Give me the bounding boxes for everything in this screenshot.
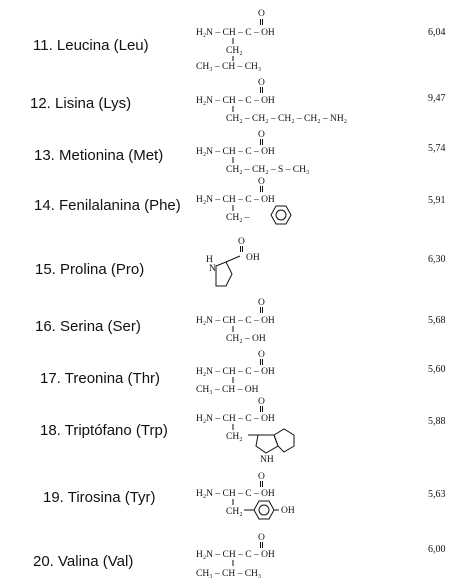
row-leucina <box>0 0 468 72</box>
svg-text:H: H <box>206 255 213 265</box>
value-fenilalanina: 5,91 <box>428 195 446 206</box>
svg-text:O: O <box>258 533 265 543</box>
row-metionina <box>0 130 468 176</box>
label-fenilalanina: 14. Fenilalanina (Phe) <box>34 197 181 214</box>
formula-metionina <box>196 130 376 176</box>
label-treonina: 17. Treonina (Thr) <box>40 370 161 387</box>
label-prolina: 15. Prolina (Pro) <box>35 261 145 278</box>
label-leucina: 11. Leucina (Leu) <box>33 37 149 54</box>
svg-text:H₂N – CH – C – OH: H₂N – CH – C – OH <box>196 414 275 424</box>
tyrosine-ring <box>254 501 274 519</box>
svg-text:CH₃ – CH – CH₃: CH₃ – CH – CH₃ <box>196 62 262 72</box>
formula-valina <box>196 530 376 584</box>
svg-text:O: O <box>258 177 265 187</box>
value-leucina: 6,04 <box>428 27 446 38</box>
pyrrolidine-ring <box>216 262 232 286</box>
svg-text:O: O <box>258 397 265 407</box>
svg-text:O: O <box>258 298 265 308</box>
row-tirosina <box>0 472 468 530</box>
value-valina: 6,00 <box>428 544 446 555</box>
svg-text:H₂N – CH – C – OH: H₂N – CH – C – OH <box>196 489 275 499</box>
svg-text:CH₂ – CH₂ – CH₂ – CH₂ – NH₂: CH₂ – CH₂ – CH₂ – CH₂ – NH₂ <box>226 114 348 124</box>
value-tirosina: 5,63 <box>428 489 446 500</box>
svg-text:OH: OH <box>246 253 260 263</box>
indole-benzene-ring <box>274 429 294 452</box>
svg-text:CH₃ – CH – CH₃: CH₃ – CH – CH₃ <box>196 569 262 579</box>
label-lisina: 12. Lisina (Lys) <box>30 95 132 112</box>
svg-text:H₂N – CH – C – OH: H₂N – CH – C – OH <box>196 195 275 205</box>
svg-text:CH₃ – CH – OH: CH₃ – CH – OH <box>196 385 259 395</box>
row-treonina <box>0 350 468 402</box>
svg-text:O: O <box>258 78 265 88</box>
svg-text:O: O <box>258 472 265 482</box>
svg-text:H₂N – CH – C – OH: H₂N – CH – C – OH <box>196 147 275 157</box>
formula-leucina <box>196 0 376 72</box>
value-prolina: 6,30 <box>428 254 446 265</box>
svg-text:CH₂: CH₂ <box>226 46 243 56</box>
svg-text:H₂N – CH – C – OH: H₂N – CH – C – OH <box>196 550 275 560</box>
svg-text:H₂N – CH – C – OH: H₂N – CH – C – OH <box>196 367 275 377</box>
svg-text:O: O <box>258 130 265 140</box>
formula-treonina <box>196 350 376 402</box>
label-serina: 16. Serina (Ser) <box>35 318 141 335</box>
label-triptofano: 18. Triptófano (Trp) <box>40 422 168 439</box>
svg-text:H₂N – CH – C – OH: H₂N – CH – C – OH <box>196 28 275 38</box>
formula-fenilalanina <box>196 178 376 234</box>
svg-text:O: O <box>258 9 265 19</box>
row-prolina <box>0 234 468 298</box>
formula-tirosina <box>196 472 376 530</box>
svg-text:CH₂ – OH: CH₂ – OH <box>226 334 266 344</box>
svg-text:H₂N – CH – C – OH: H₂N – CH – C – OH <box>196 96 275 106</box>
svg-text:O: O <box>238 237 245 247</box>
svg-text:N: N <box>209 264 216 274</box>
label-metionina: 13. Metionina (Met) <box>34 147 164 164</box>
svg-text:OH: OH <box>281 506 295 516</box>
formula-triptofano <box>196 397 376 472</box>
value-triptofano: 5,88 <box>428 416 446 427</box>
label-tirosina: 19. Tirosina (Tyr) <box>43 489 156 506</box>
row-valina <box>0 530 468 584</box>
svg-text:CH₂ – CH₂ – S – CH₃: CH₂ – CH₂ – S – CH₃ <box>226 165 310 175</box>
value-serina: 5,68 <box>428 315 446 326</box>
svg-text:H₂N – CH – C – OH: H₂N – CH – C – OH <box>196 316 275 326</box>
svg-text:CH₂: CH₂ <box>226 432 243 442</box>
svg-text:CH₂ –: CH₂ – <box>226 213 250 223</box>
value-lisina: 9,47 <box>428 93 446 104</box>
row-lisina <box>0 76 468 130</box>
formula-prolina <box>196 234 376 298</box>
row-serina <box>0 298 468 354</box>
svg-text:CH₂: CH₂ <box>226 507 243 517</box>
formula-lisina <box>196 76 396 130</box>
formula-serina <box>196 298 376 354</box>
row-triptofano <box>0 397 468 472</box>
value-metionina: 5,74 <box>428 143 446 154</box>
value-treonina: 5,60 <box>428 364 446 375</box>
benzene-ring <box>271 206 291 224</box>
svg-text:O: O <box>258 350 265 360</box>
label-valina: 20. Valina (Val) <box>33 553 134 570</box>
svg-text:NH: NH <box>260 455 274 465</box>
row-fenilalanina <box>0 178 468 234</box>
